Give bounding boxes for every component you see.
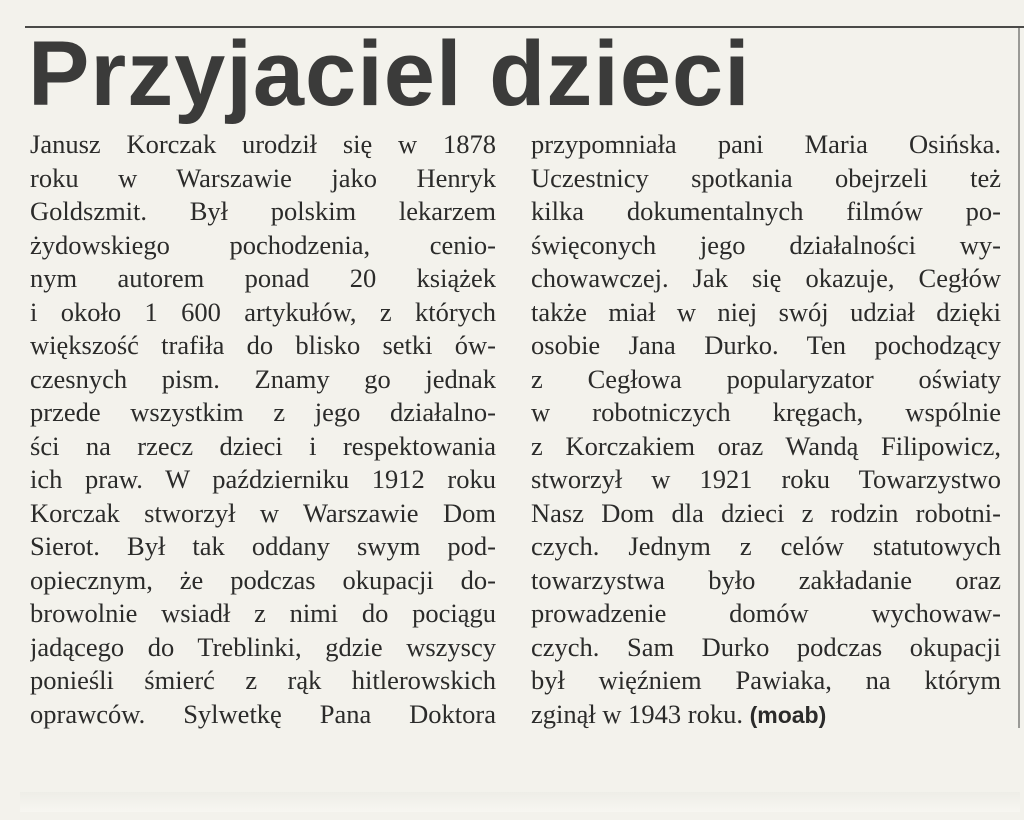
text-line: był więźniem Pawiaka, na którym: [531, 665, 1001, 695]
text-line: browolnie wsiadł z nimi do pociągu: [30, 598, 496, 628]
text-line: chowawczej. Jak się okazuje, Cegłów: [531, 263, 1001, 293]
text-line: Nasz Dom dla dzieci z rodzin robotni-: [531, 497, 1001, 528]
text-line: żydowskiego pochodzenia, cenio-: [30, 229, 496, 260]
text-line: Janusz Korczak urodził się w 1878: [30, 129, 496, 159]
text-line: ści na rzecz dzieci i respektowania: [30, 430, 496, 461]
author-signature: (moab): [749, 701, 827, 728]
closing-line: [531, 698, 1001, 732]
text-line: Uczestnicy spotkania obejrzeli też: [531, 162, 1001, 193]
text-line: Goldszmit. Był polskim lekarzem: [30, 196, 496, 226]
text-line: święconych jego działalności wy-: [531, 229, 1001, 260]
page-bleed-strip: [20, 792, 1020, 812]
text-line: czych. Jednym z celów statutowych: [531, 531, 1001, 561]
text-line: z Korczakiem oraz Wandą Filipowicz,: [531, 430, 1001, 461]
closing-text: zginął w 1943 roku.: [531, 698, 743, 729]
clipping-edge: [1018, 28, 1020, 728]
text-line: przypomniała pani Maria Osińska.: [531, 129, 1001, 159]
text-line: stworzył w 1921 roku Towarzystwo: [531, 464, 1001, 494]
text-line: kilka dokumentalnych filmów po-: [531, 196, 1001, 226]
text-line: oprawców. Sylwetkę Pana Doktora: [30, 698, 496, 729]
text-line: osobie Jana Durko. Ten pochodzący: [531, 330, 1001, 360]
text-line: z Cegłowa popularyzator oświaty: [531, 363, 1001, 394]
text-line: Sierot. Był tak oddany swym pod-: [30, 531, 496, 561]
text-line: ich praw. W październiku 1912 roku: [30, 464, 496, 494]
text-line: nym autorem ponad 20 książek: [30, 263, 496, 293]
text-line: opiecznym, że podczas okupacji do-: [30, 564, 496, 595]
text-line: roku w Warszawie jako Henryk: [30, 162, 496, 193]
text-line: przede wszystkim z jego działalno-: [30, 397, 496, 427]
text-line: towarzystwa było zakładanie oraz: [531, 564, 1001, 595]
text-line: prowadzenie domów wychowaw-: [531, 598, 1001, 628]
text-line: ponieśli śmierć z rąk hitlerowskich: [30, 665, 496, 695]
article-column-right: [531, 128, 1001, 731]
text-line: jadącego do Treblinki, gdzie wszyscy: [30, 631, 496, 662]
text-line: i około 1 600 artykułów, z których: [30, 296, 496, 327]
text-line: czych. Sam Durko podczas okupacji: [531, 631, 1001, 662]
article-column-left: [30, 128, 496, 731]
text-line: Korczak stworzył w Warszawie Dom: [30, 497, 496, 528]
text-line: czesnych pism. Znamy go jednak: [30, 363, 496, 394]
text-line: większość trafiła do blisko setki ów-: [30, 330, 496, 360]
text-line: w robotniczych kręgach, wspólnie: [531, 397, 1001, 427]
article-headline: Przyjaciel dzieci: [28, 23, 751, 125]
text-line: także miał w niej swój udział dzięki: [531, 296, 1001, 327]
